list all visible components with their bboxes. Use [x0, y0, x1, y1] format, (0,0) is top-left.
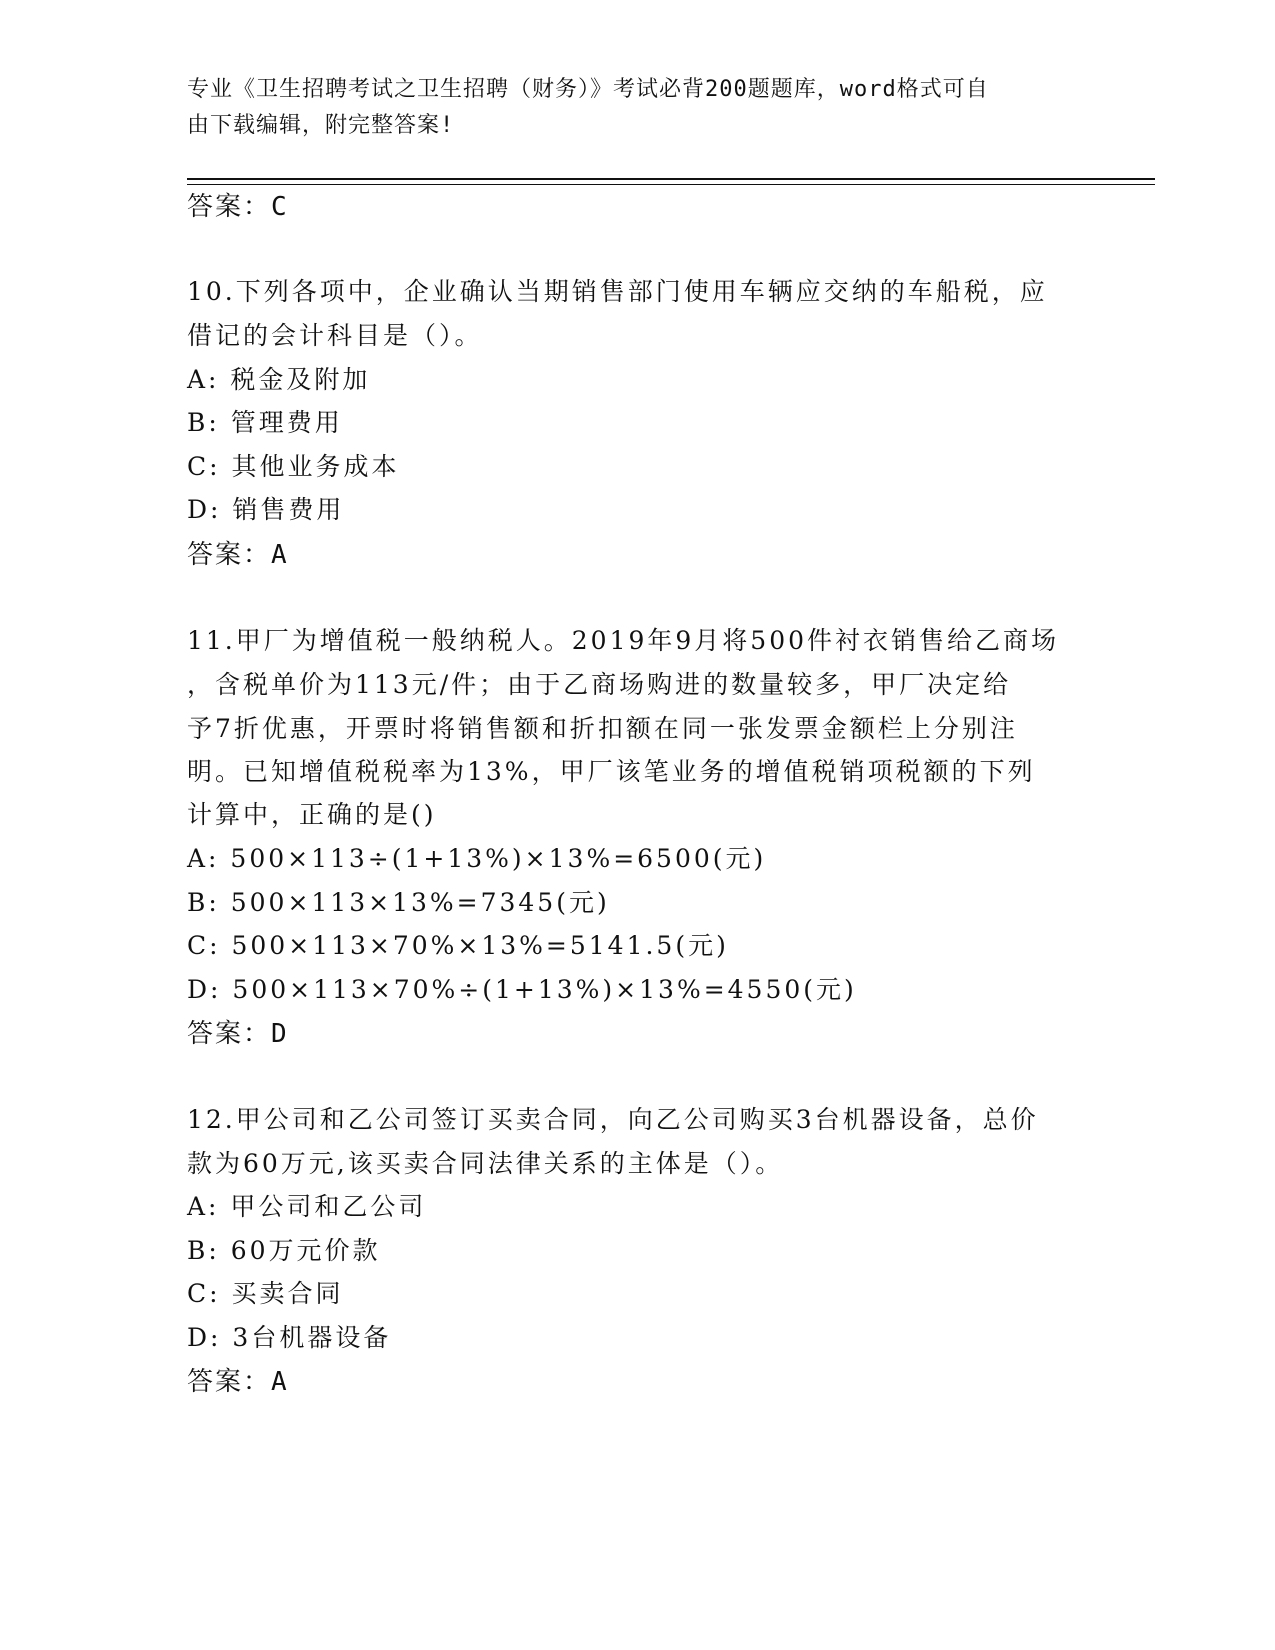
question-11-answer: [187, 1013, 289, 1050]
question-12-option-b: B: 60万元价款: [187, 1236, 381, 1265]
question-10-option-c: C: 其他业务成本: [187, 452, 400, 481]
question-12-answer: [187, 1361, 289, 1398]
question-11-option-b: B: 500×113×13%=7345(元): [187, 888, 610, 917]
answer-label: 答案：: [187, 1367, 272, 1397]
answer-label: 答案：: [187, 1019, 272, 1049]
question-12-stem-line: 款为60万元,该买卖合同法律关系的主体是（）。: [187, 1149, 784, 1178]
question-12-option-a: A: 甲公司和乙公司: [187, 1192, 427, 1221]
question-11-stem-line: 计算中，正确的是(): [187, 800, 437, 829]
document-header: [187, 72, 1067, 144]
question-11-stem-line: 明。已知增值税税率为13%，甲厂该笔业务的增值税销项税额的下列: [187, 757, 1036, 786]
answer-label: 答案：: [187, 192, 272, 222]
question-10-answer: [187, 534, 289, 571]
answer-value: A: [271, 540, 289, 570]
question-11-option-a: A: 500×113÷(1+13%)×13%=6500(元): [187, 844, 767, 873]
question-12-option-c: C: 买卖合同: [187, 1279, 344, 1308]
question-10-option-b: B: 管理费用: [187, 408, 343, 437]
header-rule-thick: [187, 178, 1155, 180]
answer-value: D: [271, 1019, 289, 1049]
question-11-stem-line: 予7折优惠，开票时将销售额和折扣额在同一张发票金额栏上分别注: [187, 714, 1018, 743]
question-10-option-a: A: 税金及附加: [187, 365, 371, 394]
answer-line: [187, 186, 289, 223]
question-11-stem-line: ，含税单价为113元/件；由于乙商场购进的数量较多，甲厂决定给: [187, 670, 1012, 699]
header-line-2: 由下载编辑，附完整答案!: [187, 113, 455, 138]
answer-label: 答案：: [187, 540, 272, 570]
header-rule-thin: [187, 184, 1155, 185]
question-11-option-d: D: 500×113×70%÷(1+13%)×13%=4550(元): [187, 975, 857, 1004]
question-10-option-d: D: 销售费用: [187, 495, 345, 524]
answer-value: A: [271, 1367, 289, 1397]
question-10-stem-line: 10.下列各项中，企业确认当期销售部门使用车辆应交纳的车船税，应: [187, 277, 1048, 306]
question-11-option-c: C: 500×113×70%×13%=5141.5(元): [187, 931, 729, 960]
question-11-stem-line: 11.甲厂为增值税一般纳税人。2019年9月将500件衬衣销售给乙商场: [187, 626, 1060, 655]
header-line-1: 专业《卫生招聘考试之卫生招聘（财务）》考试必背200题题库，word格式可自: [187, 77, 989, 102]
question-12-option-d: D: 3台机器设备: [187, 1323, 392, 1352]
answer-value: C: [271, 192, 289, 222]
question-12-stem-line: 12.甲公司和乙公司签订买卖合同，向乙公司购买3台机器设备，总价: [187, 1105, 1039, 1134]
question-10-stem-line: 借记的会计科目是（）。: [187, 321, 483, 350]
